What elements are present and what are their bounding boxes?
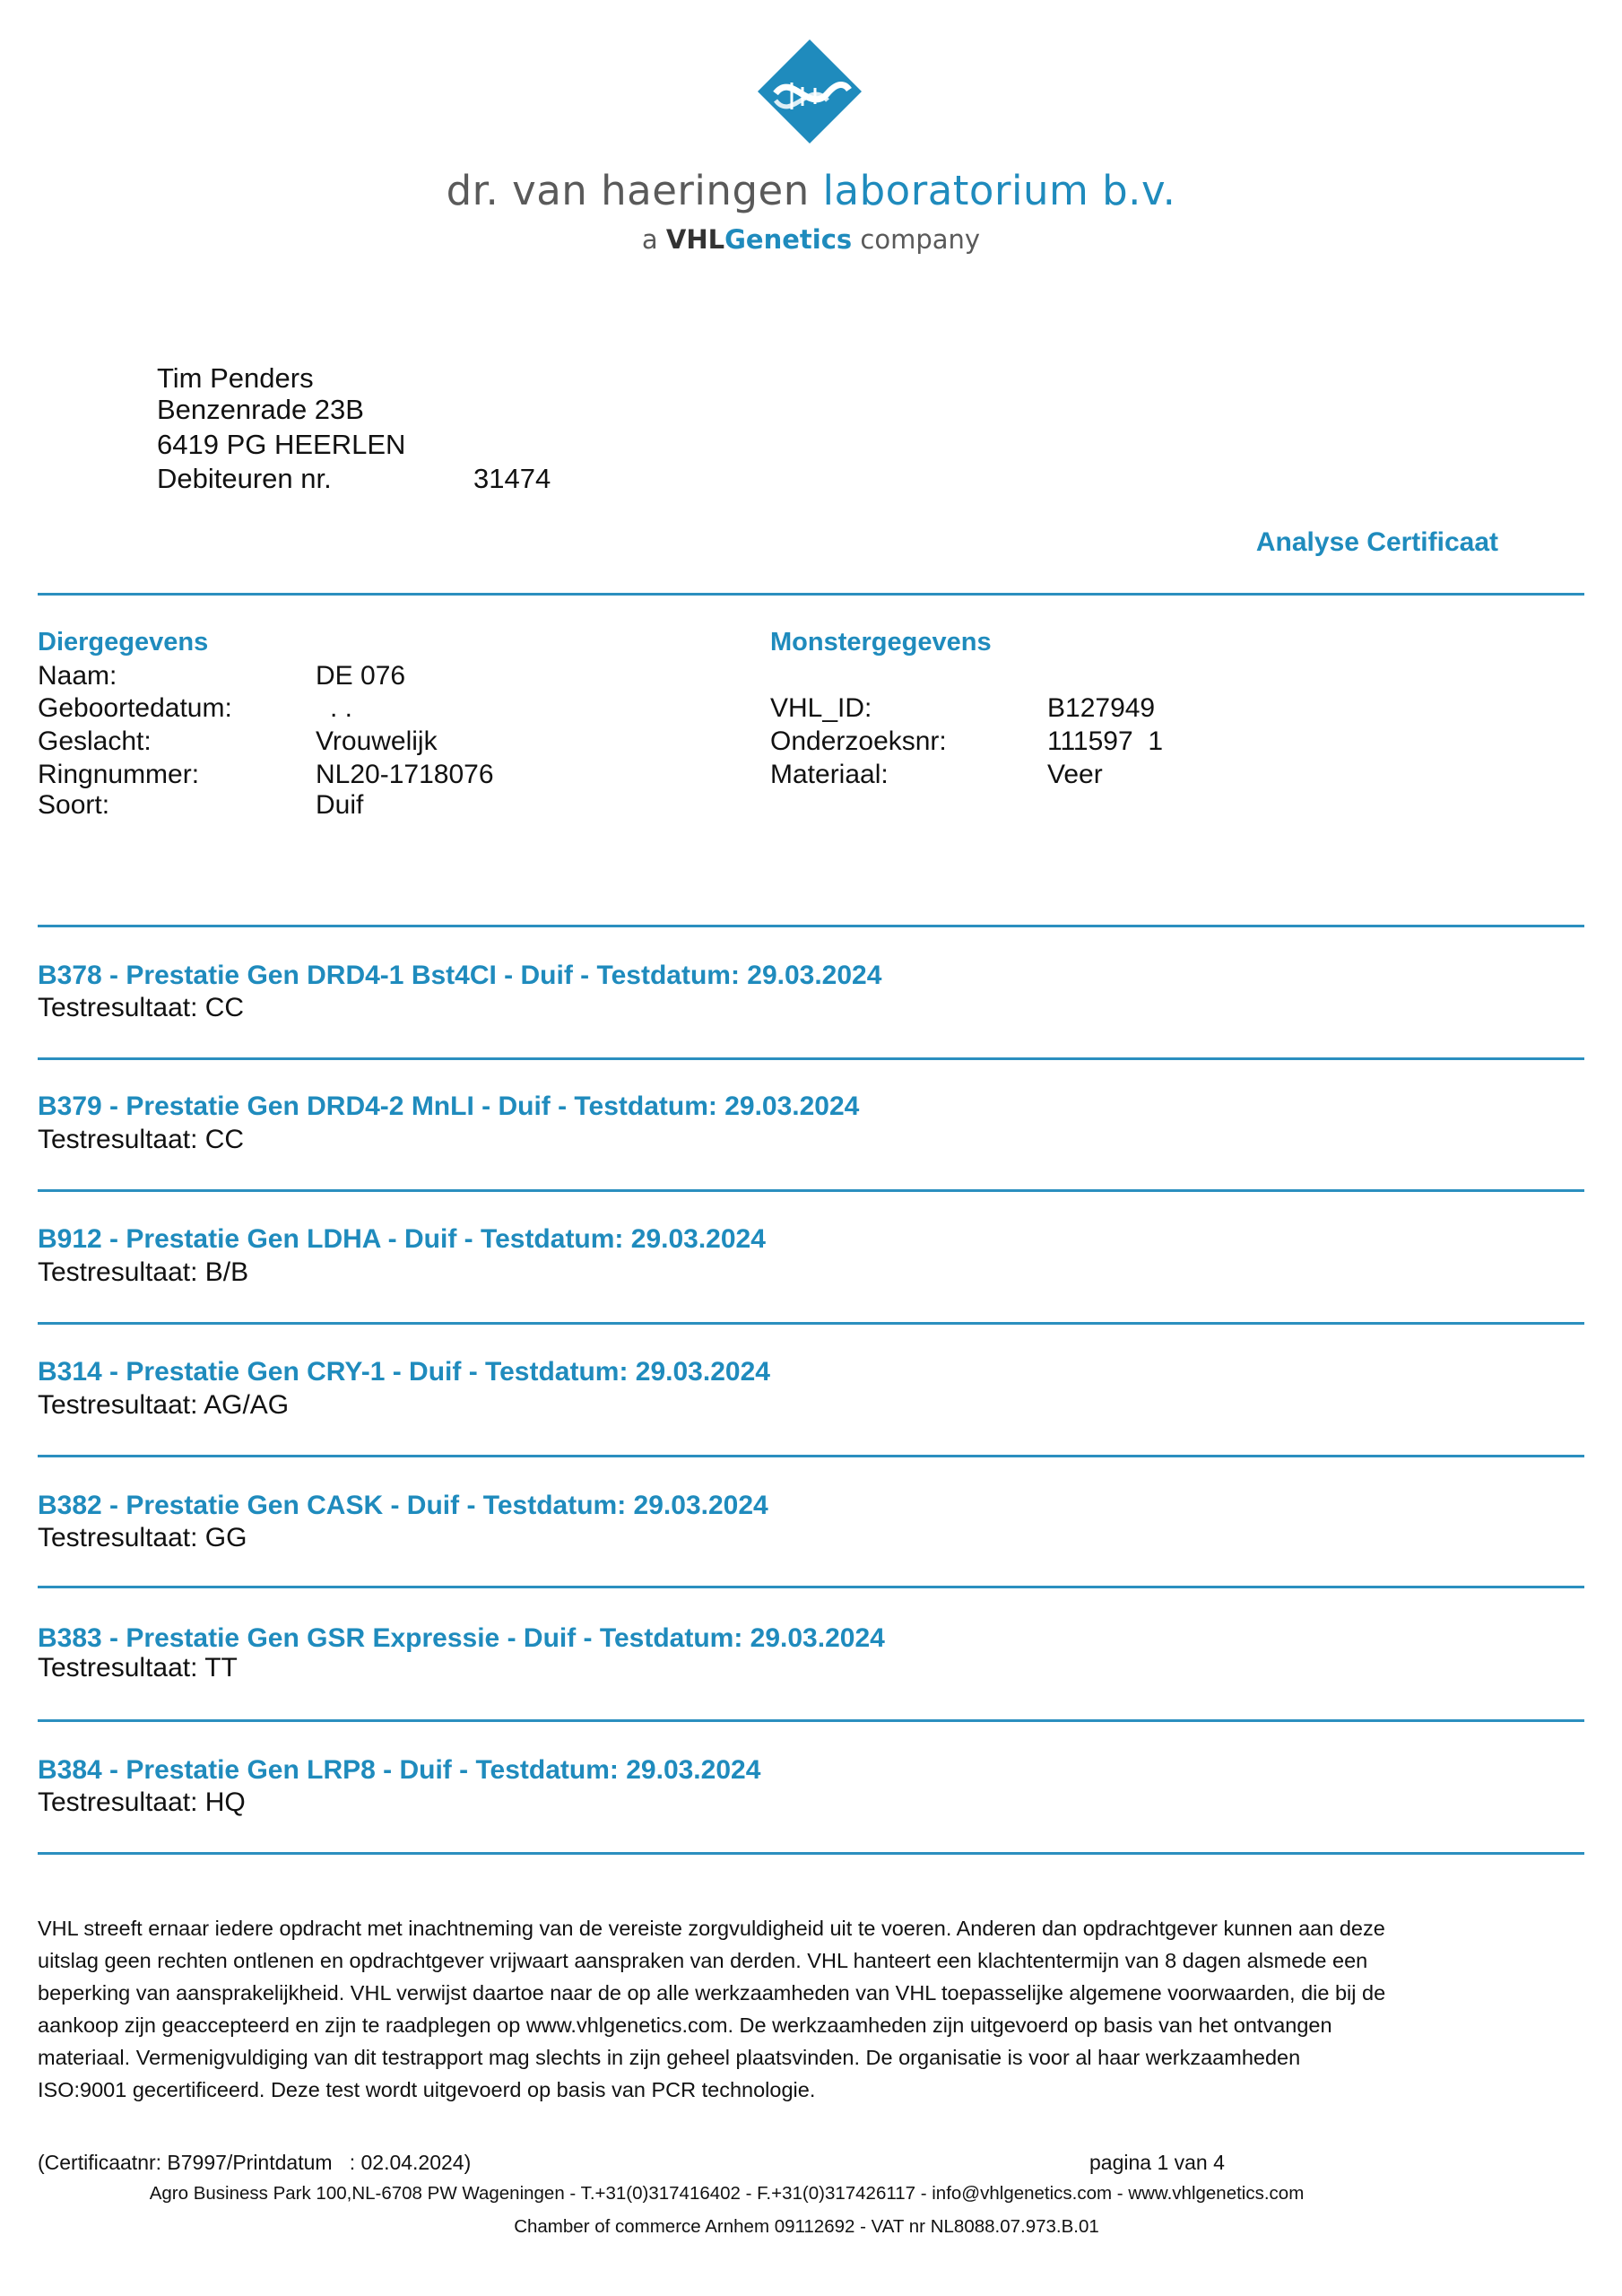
disclaimer-line: aankoop zijn geaccepteerd en zijn te raadplegen op www.vhlgenetics.com. De werkzaamheden zijn uitgevoerd op basis van het ontvangen — [38, 2013, 1332, 2037]
divider — [38, 1057, 1584, 1060]
animal-label-name: Naam: — [38, 661, 117, 691]
debtor-number: 31474 — [473, 463, 551, 494]
disclaimer-line: beperking van aansprakelijkheid. VHL verwijst daartoe naar de op alle werkzaamheden van VHL toepasselijke algemene voorwaarden, die bij de — [38, 1981, 1386, 2005]
recipient-name: Tim Penders — [157, 362, 314, 394]
disclaimer-line: uitslag geen rechten ontlenen en opdrachtgever vrijwaart aanspraken van derden. VHL hanteert een klachtentermijn van 8 dagen alsmede een — [38, 1949, 1368, 1972]
test-result: Testresultaat: AG/AG — [38, 1390, 290, 1420]
test-result: Testresultaat: CC — [38, 993, 245, 1022]
test-result: Testresultaat: B/B — [38, 1257, 249, 1287]
divider — [38, 593, 1584, 596]
disclaimer-line: ISO:9001 gecertificeerd. Deze test wordt uitgevoerd op basis van PCR technologie. — [38, 2078, 816, 2101]
animal-value-ring: NL20-1718076 — [316, 760, 494, 789]
test-result: Testresultaat: TT — [38, 1653, 238, 1683]
sample-value-research: 111597 1 — [1047, 726, 1164, 756]
certificate-title: Analyse Certificaat — [1255, 527, 1498, 557]
animal-value-birthdate: . . — [330, 693, 353, 723]
debtor-label: Debiteuren nr. — [157, 463, 332, 494]
brand-name-right: laboratorium b.v. — [822, 167, 1176, 214]
divider — [38, 1586, 1584, 1588]
animal-label-sex: Geslacht: — [38, 726, 152, 756]
recipient-city: 6419 PG HEERLEN — [157, 429, 406, 460]
sample-label-research: Onderzoeksnr: — [770, 726, 947, 756]
brand-sub-a: a — [641, 224, 666, 255]
divider — [38, 1322, 1584, 1325]
footer-chamber: Chamber of commerce Arnhem 09112692 - VAT nr NL8088.07.973.B.01 — [514, 2216, 1099, 2237]
animal-heading: Diergegevens — [38, 628, 209, 657]
animal-value-species: Duif — [316, 790, 364, 820]
animal-value-name: DE 076 — [316, 661, 406, 691]
brand-tagline — [0, 224, 1622, 255]
divider — [38, 1455, 1584, 1457]
test-title: B912 - Prestatie Gen LDHA - Duif - Testdatum: 29.03.2024 — [38, 1224, 766, 1254]
page-number: pagina 1 van 4 — [1089, 2151, 1225, 2174]
animal-label-ring: Ringnummer: — [38, 760, 200, 789]
brand-sub-company: company — [852, 224, 981, 255]
test-title: B379 - Prestatie Gen DRD4-2 MnLI - Duif - Testdatum: 29.03.2024 — [38, 1091, 860, 1121]
animal-label-species: Soort: — [38, 790, 110, 820]
brand-sub-vhl: VHL — [665, 224, 725, 255]
disclaimer-line: VHL streeft ernaar iedere opdracht met inachtneming van de vereiste zorgvuldigheid uit te voeren. Anderen dan opdrachtgever kunnen aan deze — [38, 1917, 1385, 1940]
sample-label-material: Materiaal: — [770, 760, 889, 789]
test-title: B383 - Prestatie Gen GSR Expressie - Duif - Testdatum: 29.03.2024 — [38, 1623, 885, 1653]
test-title: B384 - Prestatie Gen LRP8 - Duif - Testdatum: 29.03.2024 — [38, 1755, 761, 1785]
disclaimer-line: materiaal. Vermenigvuldiging van dit testrapport mag slechts in zijn geheel plaatsvinden. De organisatie is voor al haar werkzaamheden — [38, 2046, 1301, 2069]
sample-heading: Monstergegevens — [770, 628, 992, 657]
divider — [38, 1189, 1584, 1192]
disclaimer — [38, 1912, 1508, 2106]
dna-diamond-icon — [756, 38, 863, 145]
test-result: Testresultaat: GG — [38, 1523, 247, 1552]
divider — [38, 925, 1584, 927]
test-result: Testresultaat: CC — [38, 1125, 245, 1154]
test-title: B314 - Prestatie Gen CRY-1 - Duif - Testdatum: 29.03.2024 — [38, 1357, 770, 1387]
brand-sub-genetics: Genetics — [724, 224, 853, 255]
brand-name-left: dr. van haeringen — [446, 167, 823, 214]
brand-name — [0, 167, 1622, 214]
sample-label-vhlid: VHL_ID: — [770, 693, 872, 723]
animal-value-sex: Vrouwelijk — [316, 726, 438, 756]
certificate-number: (Certificaatnr: B7997/Printdatum : 02.04.2024) — [38, 2151, 472, 2174]
recipient-street: Benzenrade 23B — [157, 394, 364, 425]
divider — [38, 1852, 1584, 1855]
animal-label-birthdate: Geboortedatum: — [38, 693, 232, 723]
test-title: B378 - Prestatie Gen DRD4-1 Bst4CI - Duif - Testdatum: 29.03.2024 — [38, 961, 882, 990]
test-result: Testresultaat: HQ — [38, 1787, 246, 1817]
footer-address: Agro Business Park 100,NL-6708 PW Wageningen - T.+31(0)317416402 - F.+31(0)317426117 - info@vhlgenetics.com - www.vhlgenetics.com — [149, 2183, 1305, 2204]
test-title: B382 - Prestatie Gen CASK - Duif - Testdatum: 29.03.2024 — [38, 1491, 768, 1520]
divider — [38, 1719, 1584, 1722]
sample-value-vhlid: B127949 — [1047, 693, 1156, 723]
sample-value-material: Veer — [1047, 760, 1103, 789]
